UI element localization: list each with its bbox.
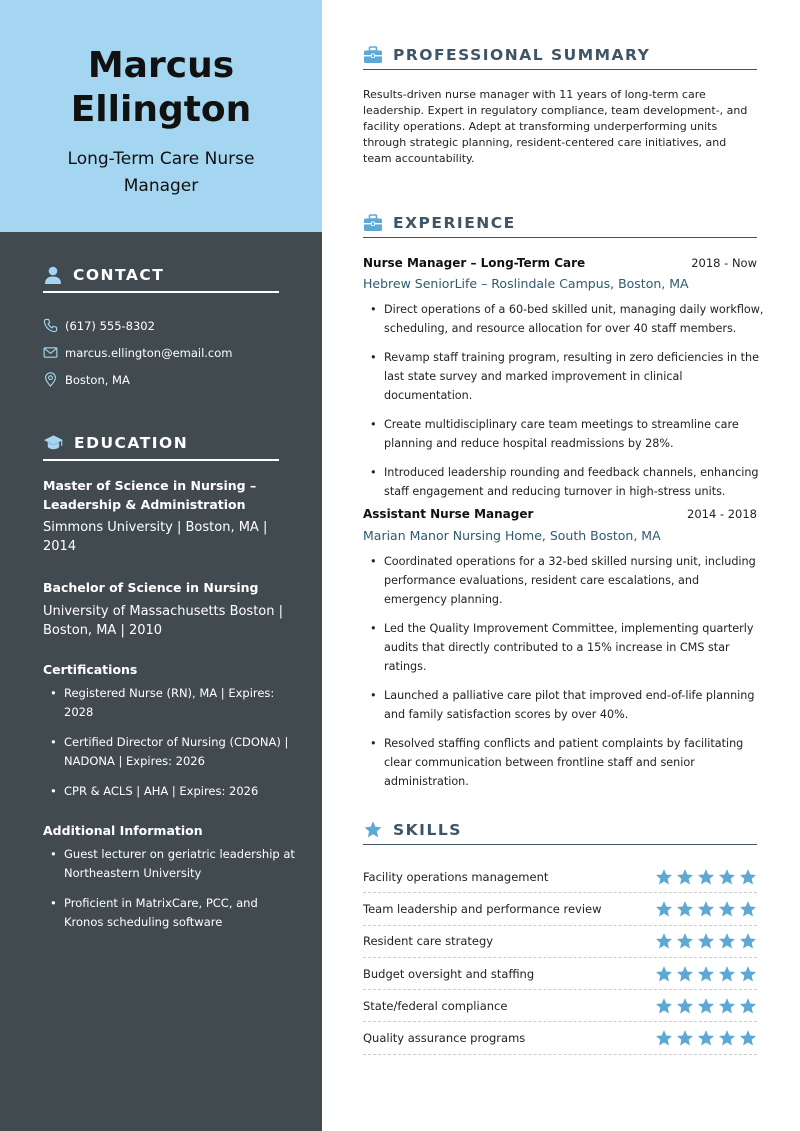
graduation-cap-icon (43, 434, 64, 452)
rating-star-icon (697, 932, 715, 950)
skill-name: Team leadership and performance review (363, 901, 602, 916)
additional-info-item: • Proficient in MatrixCare, PCC, and Kronos scheduling software (50, 894, 300, 932)
skill-rating (655, 965, 757, 983)
summary-title: PROFESSIONAL SUMMARY (393, 45, 651, 64)
degree-title: Bachelor of Science in Nursing (43, 580, 259, 595)
rating-star-icon (697, 868, 715, 886)
rating-star-icon (739, 1029, 757, 1047)
education-section-title (43, 427, 279, 461)
briefcase-icon (363, 214, 383, 232)
education-title: EDUCATION (74, 434, 189, 452)
skill-name: Quality assurance programs (363, 1031, 526, 1046)
sidebar (0, 0, 322, 1131)
contact-title: CONTACT (73, 266, 165, 284)
contact-email-row (43, 345, 233, 360)
briefcase-icon (363, 46, 383, 64)
skill-row (363, 1022, 757, 1054)
rating-star-icon (655, 997, 673, 1015)
contact-location: Boston, MA (65, 372, 130, 387)
rating-star-icon (739, 997, 757, 1015)
summary-section-title (363, 40, 757, 70)
rating-star-icon (739, 932, 757, 950)
skill-name: State/federal compliance (363, 998, 508, 1013)
rating-star-icon (676, 932, 694, 950)
rating-star-icon (718, 932, 736, 950)
skill-rating (655, 868, 757, 886)
additional-info-title: Additional Information (43, 823, 203, 838)
skills-section-title (363, 815, 757, 845)
skill-rating (655, 1029, 757, 1047)
job-bullet: • Introduced leadership rounding and feedback channels, enhancing staff engagement and reducing turnover in high-stress units. (370, 463, 765, 501)
email-icon (43, 345, 58, 360)
experience-title: EXPERIENCE (393, 213, 516, 232)
contact-phone[interactable]: (617) 555-8302 (65, 318, 155, 333)
rating-star-icon (697, 1029, 715, 1047)
certifications-title: Certifications (43, 662, 138, 677)
contact-location-row (43, 372, 130, 387)
skills-list (363, 861, 757, 1055)
degree-school: University of Massachusetts Boston | Boston, MA | 2010 (43, 604, 284, 638)
skill-name: Budget oversight and staffing (363, 966, 535, 981)
name-header (0, 0, 322, 232)
rating-star-icon (676, 965, 694, 983)
degree-title: Master of Science in Nursing – Leadership & Administration (43, 478, 257, 512)
rating-star-icon (655, 965, 673, 983)
contact-phone-row (43, 318, 155, 333)
certification-item: • Registered Nurse (RN), MA | Expires: 2028 (50, 684, 300, 722)
rating-star-icon (718, 868, 736, 886)
candidate-name: Marcus Ellington (70, 45, 252, 130)
rating-star-icon (718, 900, 736, 918)
phone-icon (43, 318, 58, 333)
rating-star-icon (676, 1029, 694, 1047)
job-dates: 2018 - Now (691, 256, 757, 270)
job-title: Assistant Nurse Manager (363, 507, 534, 521)
skill-name: Resident care strategy (363, 934, 494, 949)
rating-star-icon (718, 1029, 736, 1047)
job-bullet: • Revamp staff training program, resulting in zero deficiencies in the last state survey and marked improvement in clinical documentation. (370, 348, 765, 405)
additional-info-list (50, 845, 300, 932)
job-company: Marian Manor Nursing Home, South Boston, MA (363, 528, 661, 543)
skill-rating (655, 997, 757, 1015)
rating-star-icon (739, 868, 757, 886)
job-bullet: • Coordinated operations for a 32-bed skilled nursing unit, including performance evaluations, resident care escalations, and emergency planning. (370, 552, 765, 609)
certifications-list (50, 684, 300, 801)
job-company: Hebrew SeniorLife – Roslindale Campus, Boston, MA (363, 276, 689, 291)
certification-item: • Certified Director of Nursing (CDONA) | NADONA | Expires: 2026 (50, 733, 300, 771)
summary-text: Results-driven nurse manager with 11 years of long-term care leadership. Expert in regulatory compliance, team development-, and facility operations. Adept at transforming underperforming units through strategic planning, resident-centered care initiatives, and team accountability. (363, 88, 748, 165)
skill-name: Facility operations management (363, 869, 549, 884)
skill-row (363, 861, 757, 893)
rating-star-icon (676, 868, 694, 886)
job-bullet: • Launched a palliative care pilot that improved end-of-life planning and family satisfaction scores by over 40%. (370, 686, 765, 724)
skills-title: SKILLS (393, 820, 462, 839)
rating-star-icon (718, 997, 736, 1015)
rating-star-icon (655, 868, 673, 886)
skill-row (363, 958, 757, 990)
rating-star-icon (655, 932, 673, 950)
location-pin-icon (43, 372, 58, 387)
candidate-role: Long-Term Care Nurse Manager (67, 149, 255, 196)
job-bullet: • Direct operations of a 60-bed skilled unit, managing daily workflow, scheduling, and resource allocation for over 40 staff members. (370, 300, 765, 338)
rating-star-icon (697, 900, 715, 918)
rating-star-icon (655, 1029, 673, 1047)
contact-section-title (43, 259, 279, 293)
skill-rating (655, 932, 757, 950)
experience-section-title (363, 208, 757, 238)
job-title: Nurse Manager – Long-Term Care (363, 256, 586, 270)
additional-info-item: • Guest lecturer on geriatric leadership at Northeastern University (50, 845, 300, 883)
rating-star-icon (697, 965, 715, 983)
degree-school: Simmons University | Boston, MA | 2014 (43, 520, 268, 554)
person-icon (43, 265, 63, 285)
rating-star-icon (739, 965, 757, 983)
skill-row (363, 893, 757, 925)
job-bullet: • Resolved staffing conflicts and patient complaints by facilitating clear communication between frontline staff and senior administration. (370, 734, 765, 791)
job-bullet: • Create multidisciplinary care team meetings to streamline care planning and reduce hospital readmissions by 28%. (370, 415, 765, 453)
rating-star-icon (676, 997, 694, 1015)
job-dates: 2014 - 2018 (687, 507, 757, 521)
certification-item: • CPR & ACLS | AHA | Expires: 2026 (50, 782, 300, 801)
job-bullets (370, 300, 765, 511)
rating-star-icon (655, 900, 673, 918)
skill-row (363, 990, 757, 1022)
job-bullets (370, 552, 765, 801)
rating-star-icon (697, 997, 715, 1015)
job-bullet: • Led the Quality Improvement Committee, implementing quarterly audits that directly contributed to a 15% increase in CMS star ratings. (370, 619, 765, 676)
rating-star-icon (718, 965, 736, 983)
skill-row (363, 926, 757, 958)
contact-email[interactable]: marcus.ellington@email.com (65, 345, 233, 360)
skill-rating (655, 900, 757, 918)
rating-star-icon (739, 900, 757, 918)
star-icon (363, 820, 383, 839)
rating-star-icon (676, 900, 694, 918)
